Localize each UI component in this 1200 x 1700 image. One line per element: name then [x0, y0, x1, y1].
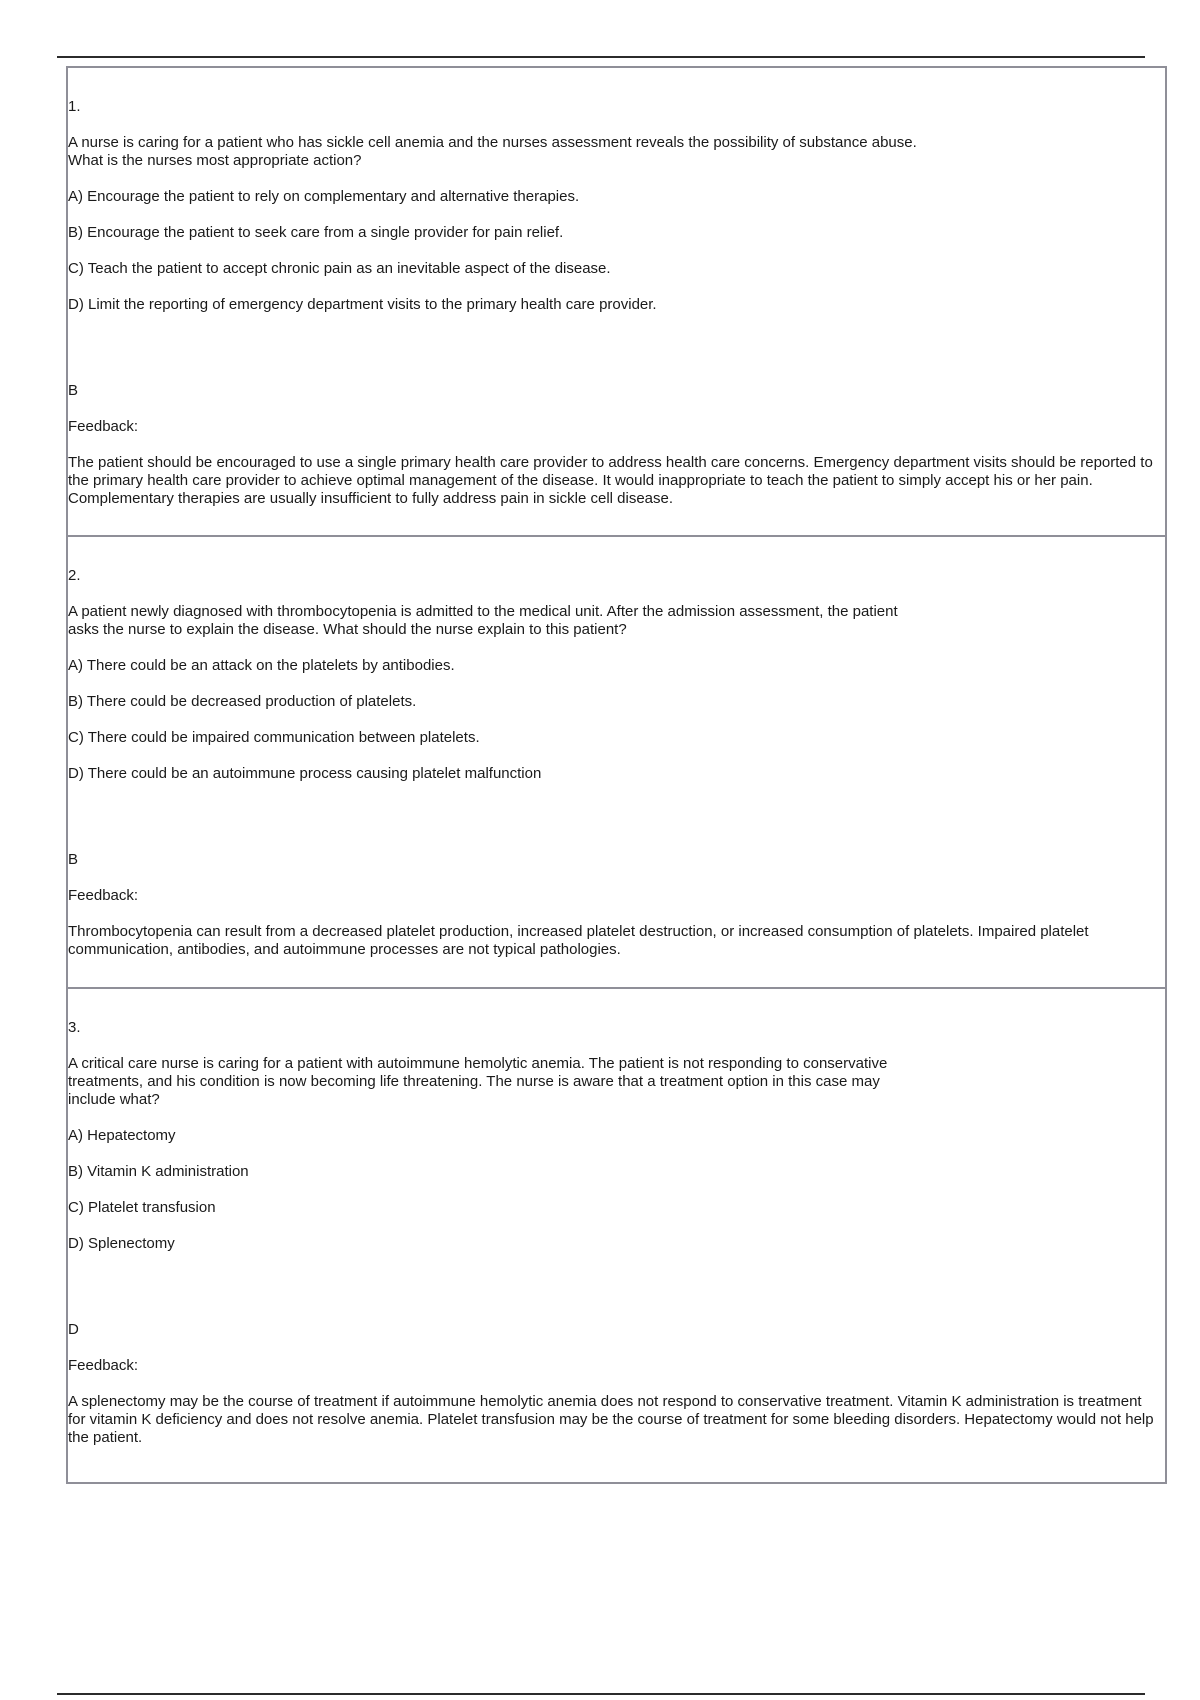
correct-answer: B [68, 851, 79, 868]
feedback-label: Feedback: [68, 418, 139, 435]
feedback-text: Thrombocytopenia can result from a decreased platelet production, increased platelet destruction, or increased consumption of platelets. Impaired platelet communication, antibodies, and autoimmune processes are not typical pathologies. [68, 923, 1089, 958]
feedback-label: Feedback: [68, 887, 139, 904]
option-d: D) There could be an autoimmune process causing platelet malfunction [68, 765, 542, 782]
bottom-rule [57, 1693, 1145, 1695]
question-stem: A patient newly diagnosed with thrombocytopenia is admitted to the medical unit. After the admission assessment, the patient asks the nurse to explain the disease. What should the nurse explain to this patient? [68, 603, 898, 638]
option-a: A) There could be an attack on the platelets by antibodies. [68, 657, 455, 674]
option-b: B) There could be decreased production of platelets. [68, 693, 417, 710]
option-b: B) Encourage the patient to seek care from a single provider for pain relief. [68, 224, 564, 241]
question-stem: A nurse is caring for a patient who has sickle cell anemia and the nurses assessment reveals the possibility of substance abuse. What is the nurses most appropriate action? [68, 134, 917, 169]
question-number: 1. [68, 98, 81, 115]
option-c: C) Platelet transfusion [68, 1199, 216, 1216]
top-rule [57, 56, 1145, 58]
question-stem: A critical care nurse is caring for a patient with autoimmune hemolytic anemia. The patient is not responding to conservative treatments, and his condition is now becoming life threatening. The nurse is aware that a treatment option in this case may include what? [68, 1055, 888, 1108]
question-number: 3. [68, 1019, 81, 1036]
option-a: A) Hepatectomy [68, 1127, 176, 1144]
option-b: B) Vitamin K administration [68, 1163, 249, 1180]
option-d: D) Splenectomy [68, 1235, 175, 1252]
feedback-text: The patient should be encouraged to use a single primary health care provider to address health care concerns. Emergency department visits should be reported to the primary health care provider to achieve optimal management of the disease. It would inappropriate to teach the patient to simply accept his or her pain. Complementary therapies are usually insufficient to fully address pain in sickle cell disease. [68, 454, 1153, 507]
option-c: C) There could be impaired communication between platelets. [68, 729, 480, 746]
correct-answer: B [68, 382, 79, 399]
question-2 [66, 537, 1167, 989]
option-d: D) Limit the reporting of emergency department visits to the primary health care provider. [68, 296, 657, 313]
question-number: 2. [68, 567, 81, 584]
question-list [66, 66, 1167, 1484]
correct-answer: D [68, 1321, 79, 1338]
option-c: C) Teach the patient to accept chronic pain as an inevitable aspect of the disease. [68, 260, 611, 277]
question-1 [66, 66, 1167, 537]
option-a: A) Encourage the patient to rely on complementary and alternative therapies. [68, 188, 580, 205]
question-3 [66, 989, 1167, 1484]
feedback-label: Feedback: [68, 1357, 139, 1374]
feedback-text: A splenectomy may be the course of treatment if autoimmune hemolytic anemia does not respond to conservative treatment. Vitamin K administration is treatment for vitamin K deficiency and does not resolve anemia. Platelet transfusion may be the course of treatment for some bleeding disorders. Hepatectomy would not help the patient. [68, 1393, 1154, 1446]
